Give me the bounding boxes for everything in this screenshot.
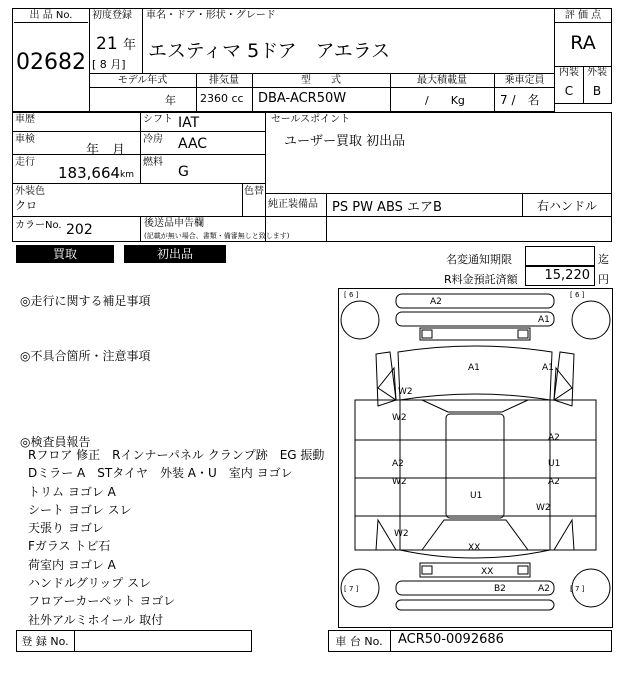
- mark: U1: [548, 459, 561, 469]
- inspection-value: 年 月: [86, 143, 126, 158]
- name-change-unit: 迄: [598, 253, 609, 266]
- year-unit: 年: [123, 38, 137, 53]
- tire-label-rr: [ 7 ]: [570, 585, 585, 593]
- capacity-label: 乗車定員: [504, 75, 545, 86]
- displacement-label: 排気量: [209, 75, 239, 86]
- mark: A2: [548, 433, 560, 443]
- name-change-label: 名変通知期限: [446, 253, 512, 266]
- equipment-value: PS PW ABS エアB: [332, 200, 442, 215]
- type-label: 型 式: [301, 75, 341, 86]
- tag-kaitori: 買取: [16, 245, 114, 263]
- sales-point-label: セールスポイント: [271, 114, 351, 125]
- history-label: 車歴: [15, 114, 35, 125]
- recycle-label: R料金預託済額: [444, 273, 518, 286]
- fuel-value: G: [178, 164, 189, 180]
- grade-label: 評 価 点: [554, 10, 612, 23]
- inspector-line: トリム ヨゴレ A: [28, 484, 116, 499]
- front-bumper: [396, 294, 554, 340]
- load-label: 最大積載量: [417, 75, 467, 86]
- inspector-line: 荷室内 ヨゴレ A: [28, 557, 116, 572]
- damage-marks: [392, 297, 560, 594]
- mark: A1: [468, 363, 480, 373]
- name-change-box: [525, 246, 595, 266]
- recycle-value: 15,220: [544, 268, 590, 283]
- car-body: [355, 346, 596, 558]
- year-value: 21: [96, 34, 118, 54]
- color-no-value: 202: [66, 222, 93, 238]
- mark: W2: [392, 477, 407, 487]
- chassis-value: ACR50-0092686: [398, 632, 504, 647]
- inspector-line: フロアーカーペット ヨゴレ: [28, 594, 176, 609]
- fuel-label: 燃料: [143, 157, 163, 168]
- det-h2: [12, 154, 266, 155]
- mark: A1: [542, 363, 554, 373]
- tire-front-right: [572, 301, 610, 339]
- rear-bumper: [396, 563, 554, 610]
- chassis-label: 車 台 No.: [335, 635, 383, 648]
- chassis-divider: [390, 630, 391, 652]
- det-h1: [12, 131, 266, 132]
- model-year-label: モデル年式: [117, 75, 168, 86]
- interior-label: 内装: [555, 66, 584, 79]
- equipment-label: 純正装備品: [268, 199, 318, 210]
- first-reg-year: [96, 34, 136, 54]
- lot-number: 02682: [16, 50, 86, 75]
- shift-value: IAT: [178, 115, 200, 131]
- model-year-unit: 年: [165, 94, 176, 107]
- mark: XX: [468, 543, 481, 553]
- car-diagram: [338, 288, 613, 628]
- mileage-label: 走行: [15, 157, 35, 168]
- first-reg-month: [ 8 月]: [92, 58, 126, 71]
- mark: XX: [481, 567, 494, 577]
- mark: B2: [494, 584, 506, 594]
- tire-label-rl: [ 7 ]: [344, 585, 359, 593]
- grade-divider: [583, 66, 584, 104]
- displacement-value: 2360 cc: [200, 92, 244, 105]
- mark: A2: [538, 584, 550, 594]
- inspector-title: ◎検査員報告: [20, 435, 91, 449]
- docs-label: 後送品申告欄: [144, 218, 204, 229]
- inspector-line: ハンドルグリップ スレ: [28, 576, 152, 591]
- inspector-line: Dミラー A STタイヤ 外装 A・U 室内 ヨゴレ: [28, 466, 293, 481]
- inspector-line: 社外アルミホイール 取付: [28, 612, 164, 627]
- inspector-line: シート ヨゴレ スレ: [28, 502, 132, 517]
- recycle-unit: 円: [598, 273, 609, 286]
- first-reg-label: 初度登録: [92, 10, 132, 21]
- shift-label: シフト: [143, 114, 173, 125]
- mark: A2: [548, 477, 560, 487]
- mark: A2: [392, 459, 404, 469]
- car-name-label: 車名・ドア・形状・グレード: [146, 10, 276, 21]
- ac-label: 冷房: [143, 134, 163, 145]
- color-change-label: 色替: [244, 186, 264, 197]
- sales-point-value: ユーザー買取 初出品: [284, 134, 406, 149]
- mark: U1: [470, 491, 483, 501]
- interior-grade: C: [564, 84, 574, 98]
- exterior-grade: B: [592, 84, 602, 98]
- inspection-label: 車検: [15, 134, 35, 145]
- tire-front-left: [341, 301, 379, 339]
- type-value: DBA-ACR50W: [258, 91, 347, 106]
- load-value: / Kg: [425, 94, 465, 107]
- tire-label-fr: [ 6 ]: [570, 291, 585, 299]
- defects-title: ◎不具合箇所・注意事項: [20, 349, 151, 363]
- det-h3: [12, 183, 266, 184]
- spec-divider: [89, 87, 555, 88]
- capacity-value: 7 / 名: [500, 93, 540, 107]
- mark: A1: [538, 315, 550, 325]
- tire-label-fl: [ 6 ]: [344, 291, 359, 299]
- inspector-lines: [28, 446, 324, 629]
- mark: W2: [398, 387, 413, 397]
- exterior-label: 外装: [583, 66, 611, 79]
- car-name: エスティマ 5ドア アエラス: [148, 40, 391, 62]
- ac-value: AAC: [178, 136, 208, 152]
- color-no-label: カラーNo.: [15, 220, 62, 231]
- mark: W2: [392, 413, 407, 423]
- docs-note: (記載が無い場合、書類・備審無しと致します): [144, 232, 290, 240]
- driving-remarks-title: ◎走行に関する補足事項: [20, 294, 151, 308]
- tag-first-listing: 初出品: [124, 245, 226, 263]
- reg-divider: [74, 630, 75, 652]
- handle-value: 右ハンドル: [536, 199, 597, 213]
- det-v2: [242, 183, 243, 217]
- det-v1: [140, 112, 141, 184]
- inspector-line: Rフロア 修正 Rインナーパネル クランプ跡 EG 振動: [28, 448, 325, 462]
- inspector-line: Fガラス トビ石: [28, 539, 111, 554]
- mileage-unit: km: [120, 170, 134, 180]
- ext-color-label: 外装色: [15, 186, 45, 197]
- inspector-line: 天張り ヨゴレ: [28, 521, 104, 536]
- lot-label: 出 品 No.: [14, 10, 88, 23]
- mark: W2: [536, 503, 551, 513]
- mark: A2: [430, 297, 442, 307]
- grade-value: RA: [570, 32, 596, 54]
- mileage-value: 183,664: [58, 164, 121, 182]
- registration-label: 登 録 No.: [21, 635, 69, 648]
- mark: W2: [394, 529, 409, 539]
- ext-color-value: クロ: [15, 199, 37, 212]
